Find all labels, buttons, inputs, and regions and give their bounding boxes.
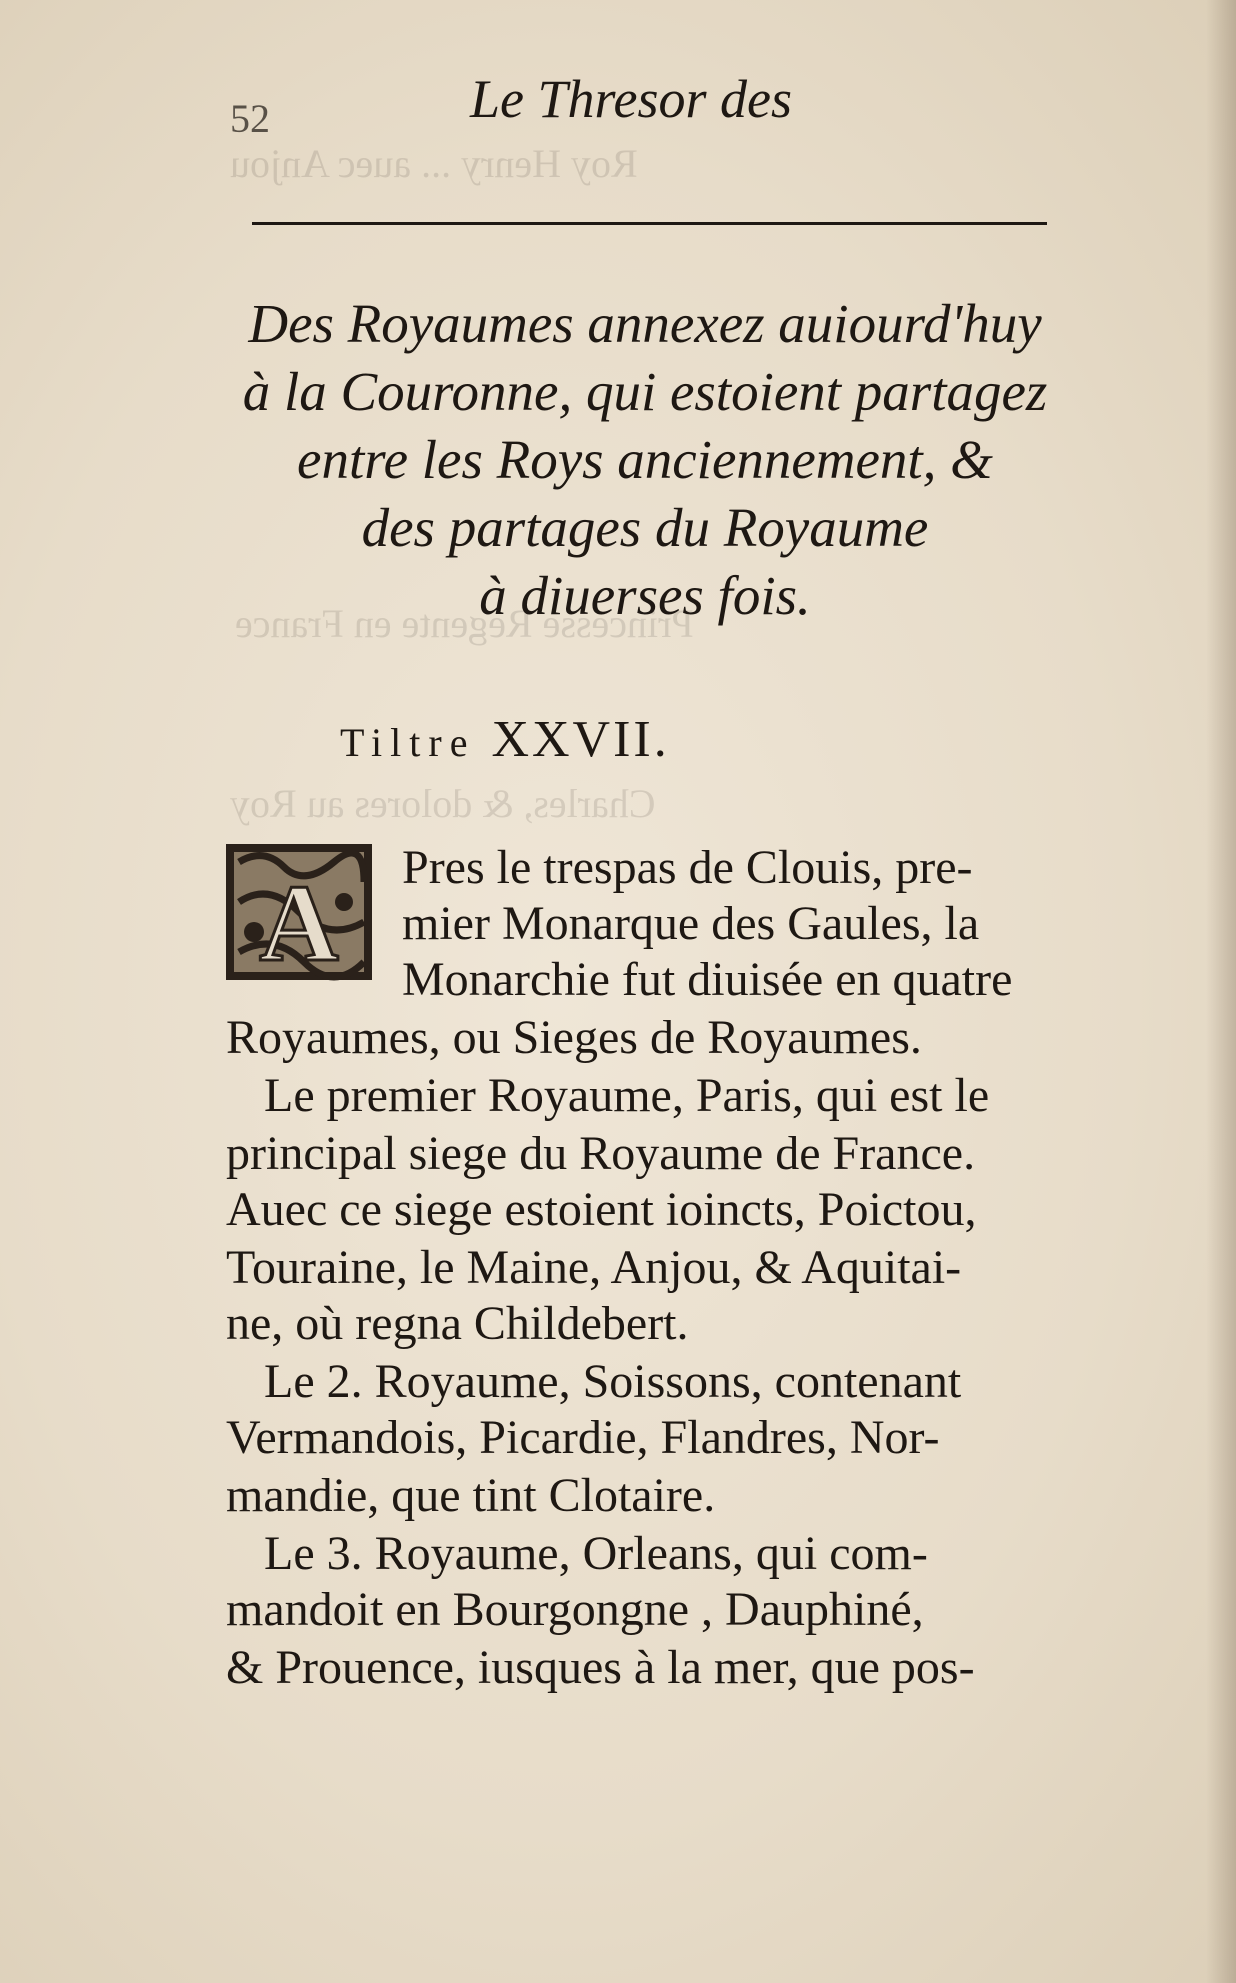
section-label: Tiltre (340, 720, 476, 765)
body-line: & Prouence, iusques à la mer, que pos- (226, 1641, 975, 1694)
body-line: mandie, que tint Clotaire. (226, 1469, 716, 1522)
section-number: XXVII. (491, 711, 670, 768)
heading-line: Des Royaumes annexez auiourd'huy (248, 293, 1042, 354)
dropcap-letter: A (259, 862, 339, 982)
body-line: Monarchie fut diuisée en quatre (402, 953, 1013, 1006)
show-through-text: Roy Henry ... auec Anjou (230, 141, 638, 186)
section-title (340, 710, 670, 769)
chapter-heading (200, 290, 1090, 630)
heading-line: à la Couronne, qui estoient partagez (242, 361, 1048, 422)
header-rule (252, 222, 1047, 225)
body-line: Le 3. Royaume, Orleans, qui com- (264, 1527, 928, 1580)
page-gutter-shadow (1206, 0, 1236, 1983)
body-line: mandoit en Bourgongne , Dauphiné, (226, 1583, 924, 1636)
body-line: ne, où regna Childebert. (226, 1297, 689, 1350)
body-line: principal siege du Royaume de France. (226, 1127, 976, 1180)
show-through-text: Princesse Regente en France (235, 601, 694, 646)
body-line: Le premier Royaume, Paris, qui est le (264, 1069, 990, 1122)
body-line: Auec ce siege estoient ioincts, Poictou, (226, 1183, 977, 1236)
body-line: Touraine, le Maine, Anjou, & Aquitai- (226, 1241, 962, 1294)
show-through-text: Charles, & dolores au Roy (230, 781, 656, 826)
body-line: mier Monarque des Gaules, la (402, 897, 980, 950)
ornamental-initial-icon (224, 842, 374, 982)
body-line: Le 2. Royaume, Soissons, contenant (264, 1355, 962, 1408)
heading-line: à diuerses fois. (479, 565, 811, 626)
running-title: Le Thresor des (470, 69, 793, 129)
body-line: Royaumes, ou Sieges de Royaumes. (226, 1011, 922, 1064)
heading-line: des partages du Royaume (361, 497, 929, 558)
heading-line: entre les Roys anciennement, & (297, 429, 993, 490)
body-line: Pres le trespas de Clouis, pre- (402, 841, 973, 894)
body-line: Vermandois, Picardie, Flandres, Nor- (226, 1411, 940, 1464)
page-number: 52 (230, 96, 270, 141)
